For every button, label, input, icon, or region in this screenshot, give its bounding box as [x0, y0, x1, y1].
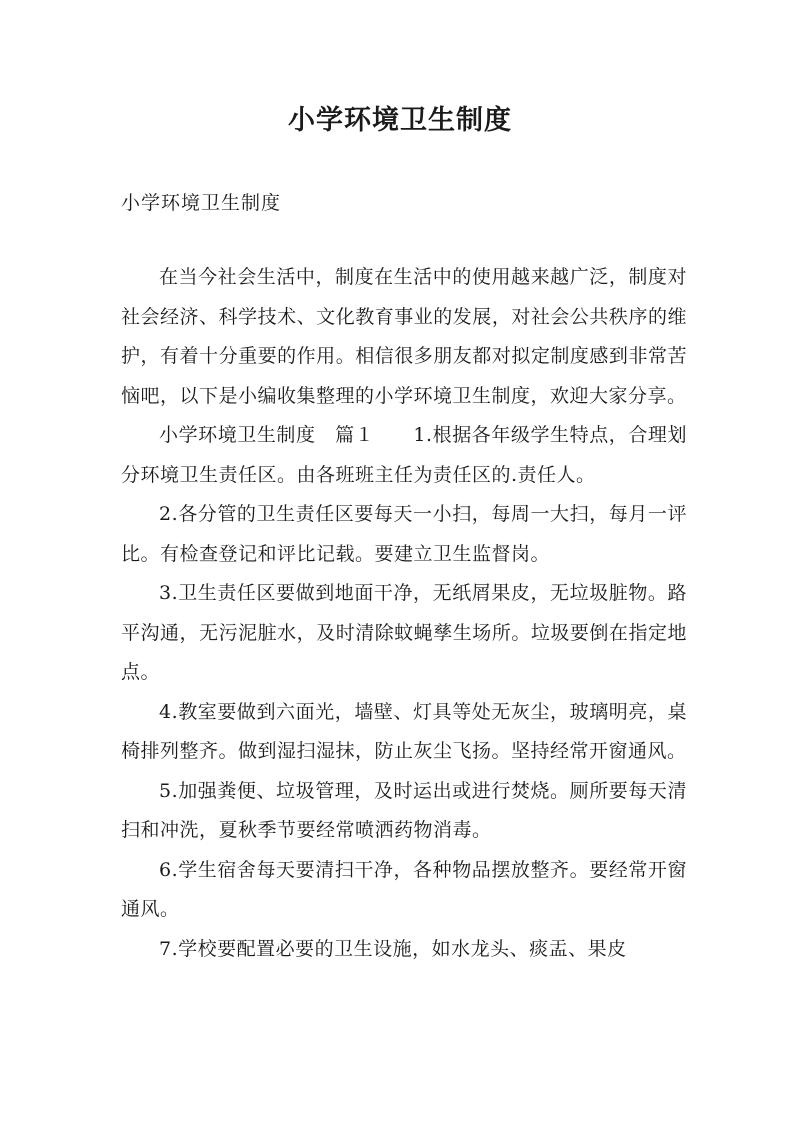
document-subtitle: 小学环境卫生制度 — [121, 192, 282, 214]
document-body — [121, 258, 687, 969]
body-paragraph: 2.各分管的卫生责任区要每天一小扫，每周一大扫，每月一评比。有检查登记和评比记载。要建立卫生监督岗。 — [121, 503, 687, 565]
body-paragraph: 小学环境卫生制度 篇１ 1.根据各年级学生特点，合理划分环境卫生责任区。由各班班主任为责任区的.责任人。 — [121, 424, 687, 486]
body-paragraph: 5.加强粪便、垃圾管理，及时运出或进行焚烧。厕所要每天清扫和冲洗，夏秋季节要经常喷洒药物消毒。 — [121, 779, 687, 841]
intro-paragraph: 在当今社会生活中，制度在生活中的使用越来越广泛，制度对社会经济、科学技术、文化教育事业的发展，对社会公共秩序的维护，有着十分重要的作用。相信很多朋友都对拟定制度感到非常苦恼吧，以下是小编收集整理的小学环境卫生制度，欢迎大家分享。 — [121, 266, 687, 407]
body-paragraph: 6.学生宿舍每天要清扫干净，各种物品摆放整齐。要经常开窗通风。 — [121, 858, 687, 920]
body-paragraph: 3.卫生责任区要做到地面干净，无纸屑果皮，无垃圾脏物。路平沟通，无污泥脏水，及时清除蚊蝇孳生场所。垃圾要倒在指定地点。 — [121, 582, 687, 683]
body-paragraph: 4.教室要做到六面光，墙壁、灯具等处无灰尘，玻璃明亮，桌椅排列整齐。做到湿扫湿抹，防止灰尘飞扬。坚持经常开窗通风。 — [121, 700, 687, 762]
body-paragraph: 7.学校要配置必要的卫生设施，如水龙头、痰盂、果皮 — [159, 937, 627, 960]
document-title: 小学环境卫生制度 — [288, 105, 512, 136]
